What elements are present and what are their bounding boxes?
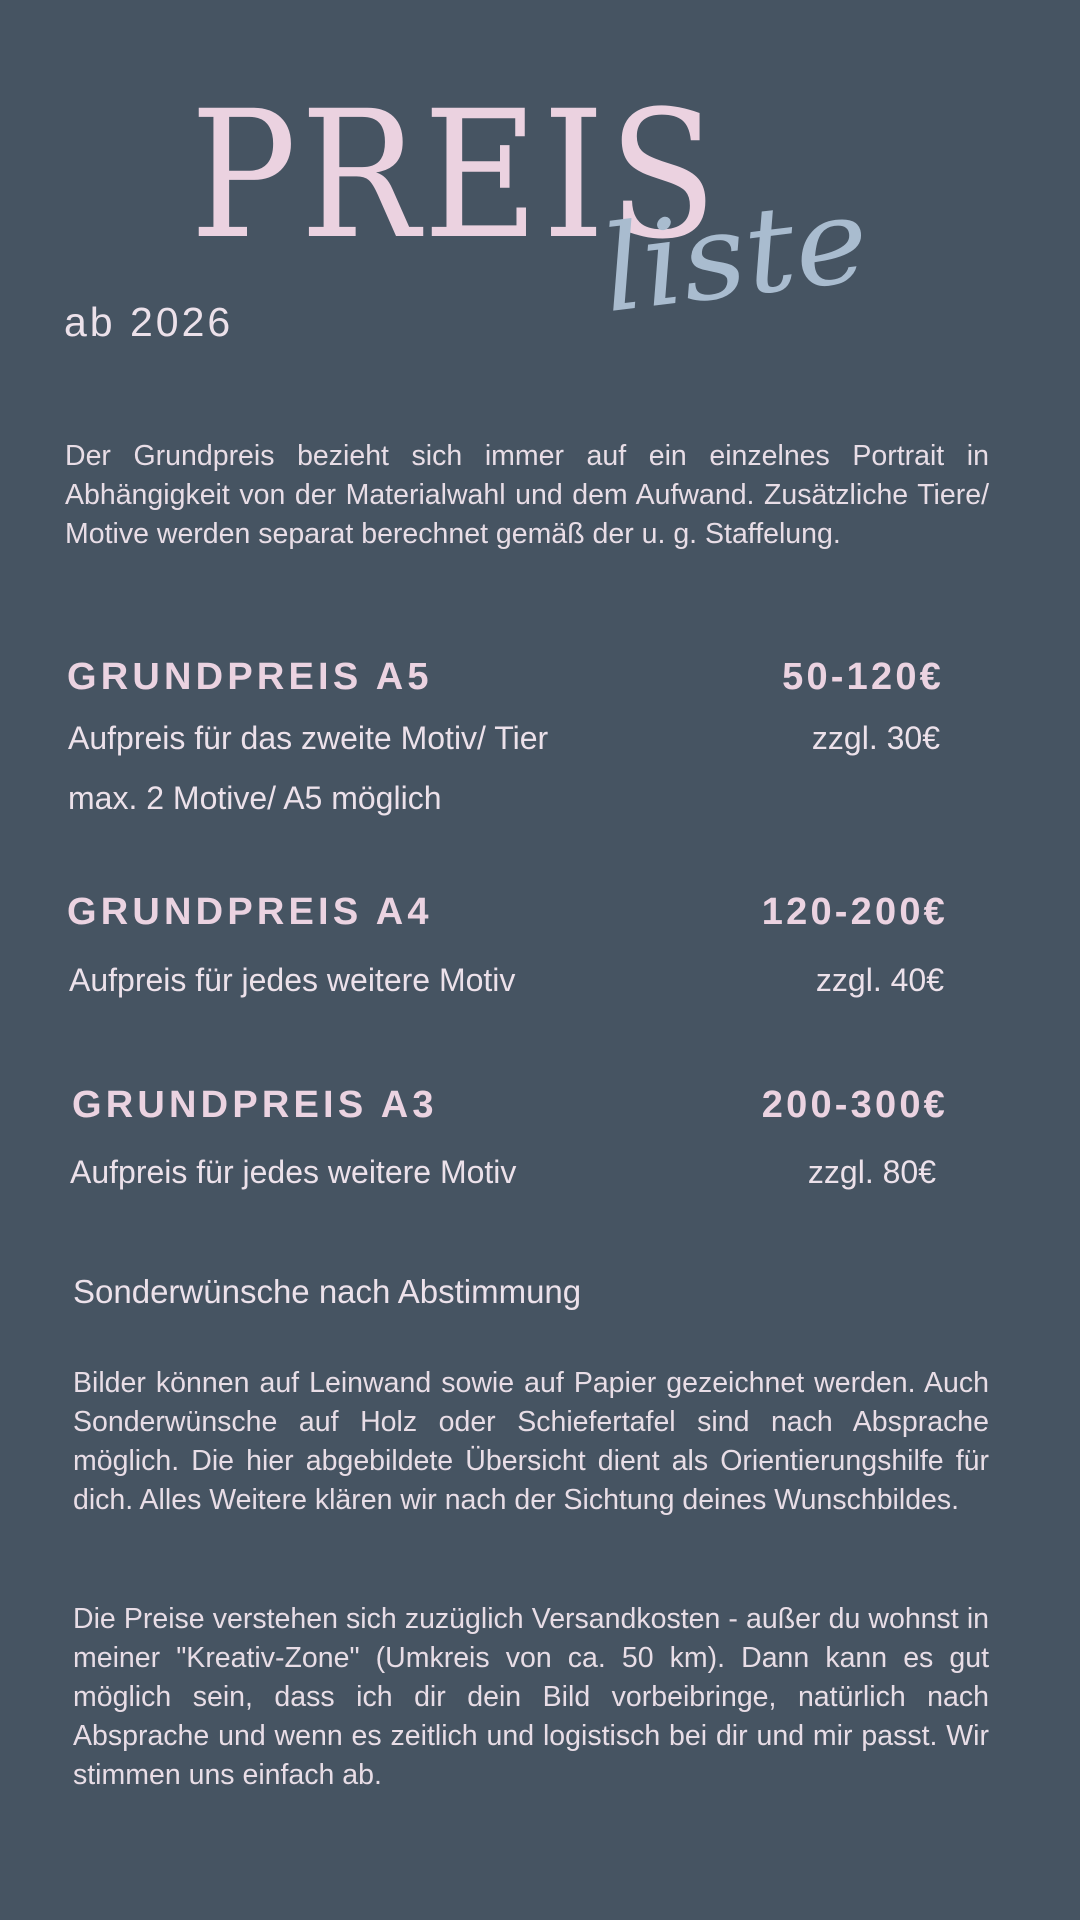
price-a3-title: GRUNDPREIS A3 xyxy=(72,1084,438,1126)
price-a5-limit-note: max. 2 Motive/ A5 möglich xyxy=(68,780,442,816)
price-a4-extra-label: Aufpreis für jedes weitere Motiv xyxy=(69,962,516,998)
price-a3-extra-label: Aufpreis für jedes weitere Motiv xyxy=(70,1154,517,1190)
price-a4-extra-value: zzgl. 40€ xyxy=(815,962,944,998)
price-a3-extra-value: zzgl. 80€ xyxy=(807,1154,936,1190)
special-requests-note: Sonderwünsche nach Abstimmung xyxy=(73,1273,582,1310)
intro-paragraph: Der Grundpreis bezieht sich immer auf ein einzelnes Portrait in Abhängigkeit von der Materialwahl und dem Aufwand. Zusätzliche Tiere/ Motive werden separat berechnet gemäß der u. g. Staffelung. xyxy=(65,440,989,550)
price-a5-extra-value: zzgl. 30€ xyxy=(811,720,940,756)
price-a5-title: GRUNDPREIS A5 xyxy=(67,656,433,698)
shipping-paragraph: Die Preise verstehen sich zuzüglich Versandkosten - außer du wohnst in meiner "Kreativ-Zone" (Umkreis von ca. 50 km). Dann kann es gut möglich sein, dass ich dir dein Bild vorbeibringe, natürlich nach Absprache und wenn es zeitlich und logistisch bei dir und mir passt. Wir stimmen uns einfach ab. xyxy=(73,1603,989,1791)
price-a5-extra-label: Aufpreis für das zweite Motiv/ Tier xyxy=(68,720,549,756)
page-title: PREIS xyxy=(190,73,721,278)
page-title-script: liste xyxy=(594,169,876,340)
year-label: ab 2026 xyxy=(64,299,234,345)
price-a3-value: 200-300€ xyxy=(761,1084,948,1126)
price-a5-value: 50-120€ xyxy=(782,656,944,698)
materials-paragraph: Bilder können auf Leinwand sowie auf Papier gezeichnet werden. Auch Sonderwünsche auf Holz oder Schiefertafel sind nach Absprache möglich. Die hier abgebildete Übersicht dient als Orientierungshilfe für dich. Alles Weitere klären wir nach der Sichtung deines Wunschbildes. xyxy=(73,1367,989,1516)
price-a4-value: 120-200€ xyxy=(761,891,948,933)
price-a4-title: GRUNDPREIS A4 xyxy=(67,891,433,933)
